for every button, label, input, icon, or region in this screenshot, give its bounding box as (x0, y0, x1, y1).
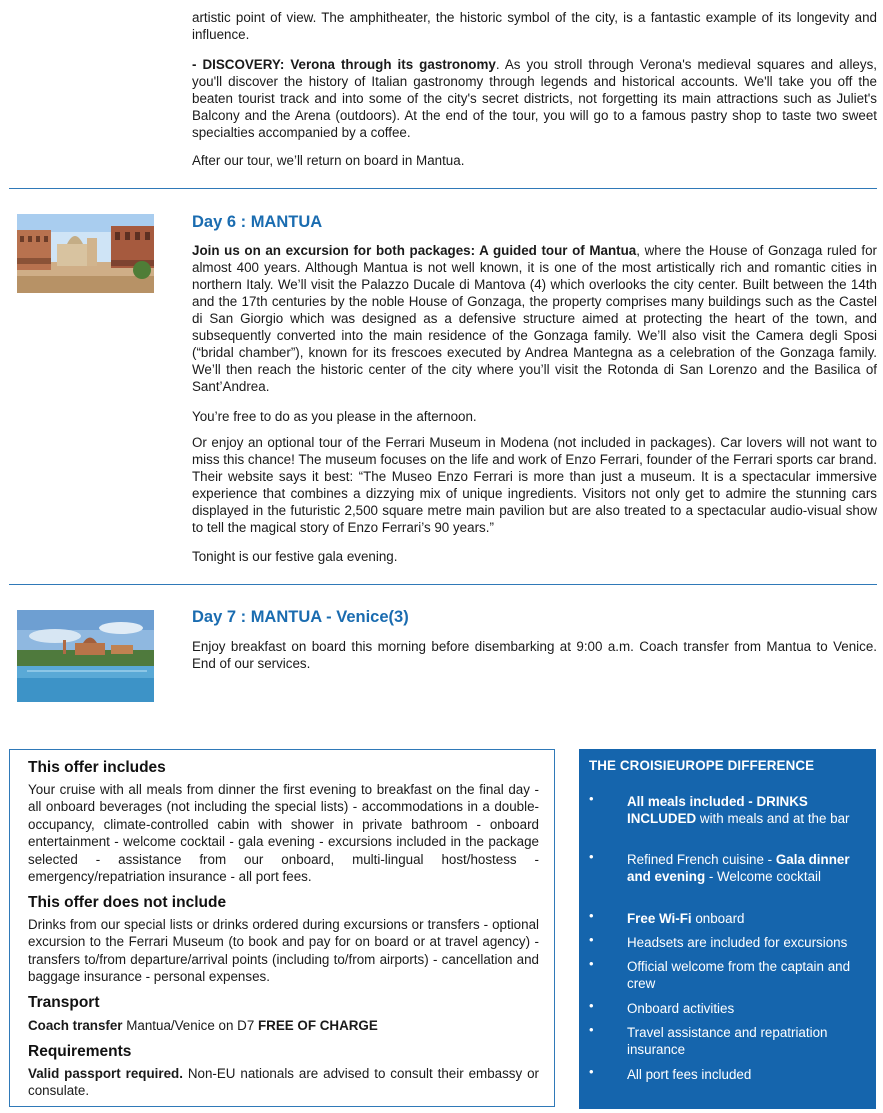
day6-paragraph-2: You’re free to do as you please in the afternoon. (192, 409, 477, 424)
bullet-icon: • (589, 932, 594, 947)
section-divider (9, 188, 877, 189)
bullet-icon: • (589, 998, 594, 1013)
day7-title: Day 7 : MANTUA - Venice(3) (192, 608, 409, 626)
intro-paragraph-1: artistic point of view. The amphitheater, the historic symbol of the city, is a fantastic example of its longevity and influence. (192, 10, 877, 42)
requirements-note: Non-EU nationals are advised to consult their embassy or consulate. (28, 1066, 540, 1098)
discovery-heading: - DISCOVERY: Verona through its gastronomy (192, 57, 496, 72)
intro-paragraph-3: After our tour, we’ll return on board in Mantua. (192, 153, 465, 168)
section-divider (9, 584, 877, 585)
difference-item-text: Official welcome from the captain and crew (627, 959, 851, 991)
day6-paragraph-1 (192, 242, 877, 395)
passport-required: Valid passport required. (28, 1066, 183, 1081)
day7-paragraph-1: Enjoy breakfast on board this morning before disembarking at 9:00 a.m. Coach transfer from Mantua to Venice. End of our services. (192, 639, 877, 671)
transport-bold: Coach transfer (28, 1018, 123, 1033)
includes-text: Your cruise with all meals from dinner the first evening to breakfast on the final day - all onboard beverages (not including the special lists) - accommodations in a double-occupancy, climate-controlled cabin with shower in private bathroom - onboard entertainment - welcome cocktail - gala evening - excursions included in the package selected - assistance from our onboard, multi-lingual host/hostess - emergency/repatriation insurance - all port fees. (28, 782, 539, 885)
difference-item-bold: Free Wi-Fi (627, 911, 692, 926)
day6-title: Day 6 : MANTUA (192, 213, 323, 231)
croisieurope-difference-box (579, 749, 876, 1109)
intro-paragraph-2 (192, 56, 877, 141)
day6-paragraph-3: Or enjoy an optional tour of the Ferrari Museum in Modena (not included in packages). Car lovers will not want to miss this chance! The museum focuses on the life and work of Enzo Ferrari, founder of the Ferrari sports car brand. Their website says it best: “The Museo Enzo Ferrari is more than just a museum. It is a spectacular immersive experience that combines a dizzying mix of unique ingredients. Visitors not only get to admire the stunning cars displayed in the futuristic 2,500 square metre main pavilion but are also treated to a spectacular audio-visual show to tell the magical story of Enzo Ferrari’s 90 years.” (192, 435, 877, 535)
day6-excursion-text: , where the House of Gonzaga ruled for almost 400 years. Although Mantua is not well known, it is one of the most artistically rich and romantic cities in northern Italy. We’ll visit the Palazzo Ducale di Mantova (4) which overlooks the city center. Built between the 14th and the 17th centuries by the noble House of Gonzaga, the property comprises many buildings such as the Castel di San Giorgio which was designed as a defensive structure aimed at protecting the heart of the town, and subsequently converted into the main residence of the Gonzaga family. We’ll also visit the Camera degli Sposi (“bridal chamber”), known for its frescoes executed by Andrea Mantegna as a celebration of the Gonzaga family. We’ll then reach the historic center of the city where you’ll visit the Rotonda di San Lorenzo and the Basilica of Sant’Andrea. (192, 243, 877, 394)
day6-photo (17, 214, 154, 293)
bullet-icon: • (589, 791, 594, 806)
difference-item-text: - Welcome cocktail (705, 869, 821, 884)
bullet-icon: • (589, 1064, 594, 1079)
bullet-icon: • (589, 1022, 594, 1037)
difference-item-text: Travel assistance and repatriation insurance (627, 1025, 828, 1057)
bullet-icon: • (589, 908, 594, 923)
transport-route: Mantua/Venice on D7 (122, 1018, 258, 1033)
not-included-heading: This offer does not include (28, 894, 227, 911)
bullet-icon: • (589, 956, 594, 971)
difference-item-bold: Gala dinner and evening (627, 852, 850, 884)
day6-excursion-heading: Join us on an excursion for both packages: A guided tour of Mantua (192, 243, 637, 258)
day7-photo (17, 610, 154, 702)
difference-item-text: Onboard activities (627, 1001, 735, 1016)
bullet-icon: • (589, 849, 594, 864)
difference-item-text: All port fees included (627, 1067, 752, 1082)
day6-paragraph-4: Tonight is our festive gala evening. (192, 549, 398, 564)
difference-item-text: Refined French cuisine - (627, 852, 776, 867)
difference-title: THE CROISIEUROPE DIFFERENCE (589, 758, 815, 773)
requirements-text (28, 1065, 539, 1099)
free-of-charge-label: FREE OF CHARGE (258, 1018, 378, 1033)
offer-details-box (9, 749, 555, 1107)
requirements-heading: Requirements (28, 1043, 132, 1060)
includes-heading: This offer includes (28, 759, 166, 776)
difference-item-text: with meals and at the bar (696, 811, 850, 826)
difference-item-bold: All meals included - DRINKS INCLUDED (627, 794, 808, 826)
discovery-text: . As you stroll through Verona's medieval squares and alleys, you'll discover the history of Italian gastronomy through legends and historical accounts. We'll take you off the beaten tourist track and into some of the city's secret districts, not forgetting its main attractions such as Juliet's Balcony and the Arena (outdoors). At the end of the tour, you will go to a famous pastry shop to taste two sweet specialties accompanied by a coffee. (192, 57, 877, 140)
transport-heading: Transport (28, 994, 100, 1011)
transport-text (28, 1017, 539, 1034)
difference-item-text: Headsets are included for excursions (627, 935, 848, 950)
difference-item-text: onboard (691, 911, 745, 926)
not-included-text: Drinks from our special lists or drinks ordered during excursions or transfers - optional excursion to the Ferrari Museum (to book and pay for on board or at travel agency) - transfers to/from departure/arrival points (including to/from airports) - cancellation and baggage insurance - personal expenses. (28, 917, 539, 985)
